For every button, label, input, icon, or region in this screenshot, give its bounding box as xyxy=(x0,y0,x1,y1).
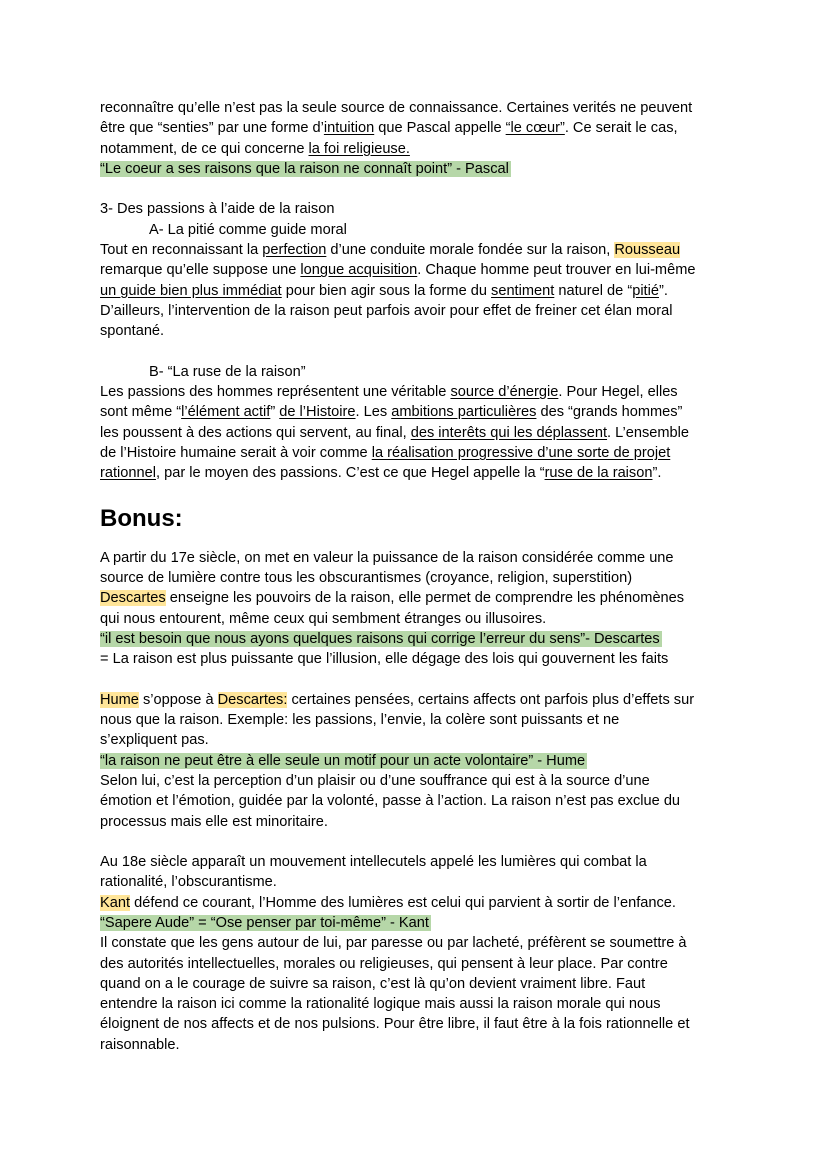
underlined-term: “le cœur” xyxy=(505,120,565,137)
text-line xyxy=(100,443,740,463)
text-line xyxy=(100,98,740,118)
underlined-term: des interêts qui les déplassent xyxy=(410,424,608,441)
text-line: A partir du 17e siècle, on met en valeur la puissance de la raison considérée comme une xyxy=(100,549,674,566)
text-span: reconnaître qu’elle n’est pas la seule source de connaissance. Certaines verités ne peuvent xyxy=(100,100,693,116)
text-line xyxy=(100,159,740,179)
text-line: éloignent de nos affects et de nos pulsions. Pour être libre, il faut être à la fois rationnelle et xyxy=(100,1016,690,1033)
text-line xyxy=(100,463,740,483)
text-span: être que “senties” par une forme d’ xyxy=(100,120,324,137)
text-line: = La raison est plus puissante que l’illusion, elle dégage des lois qui gouvernent les faits xyxy=(100,651,669,668)
text-line: raisonnable. xyxy=(100,1036,180,1053)
spacer xyxy=(100,179,740,199)
text-line xyxy=(100,118,740,138)
highlighted-name: Descartes xyxy=(100,590,166,607)
text-span: remarque qu’elle suppose une xyxy=(100,262,301,279)
text-line xyxy=(100,893,740,913)
text-span: enseigne les pouvoirs de la raison, elle permet de comprendre les phénomènes xyxy=(165,590,685,607)
text-span: s’oppose à xyxy=(138,691,218,708)
highlighted-name: Kant xyxy=(100,894,131,911)
spacer xyxy=(100,669,740,689)
text-line xyxy=(100,629,740,649)
text-span: pour bien agir sous la forme du xyxy=(281,282,492,299)
subsection-heading: A- La pitié comme guide moral xyxy=(149,221,347,238)
text-span: de l’Histoire humaine serait à voir comme xyxy=(100,445,372,462)
text-span: notamment, de ce qui concerne xyxy=(100,140,309,157)
text-line xyxy=(100,690,740,710)
highlighted-name: Descartes: xyxy=(217,691,288,708)
text-span: . Les xyxy=(355,404,392,421)
text-line xyxy=(100,382,740,402)
spacer xyxy=(100,342,740,362)
document-body xyxy=(100,98,740,1055)
text-span: . Chaque homme peut trouver en lui-même xyxy=(417,262,696,279)
text-line xyxy=(100,913,740,933)
text-span: . Pour Hegel, elles xyxy=(558,384,678,401)
bonus-heading: Bonus: xyxy=(100,504,183,532)
text-span: ” xyxy=(270,404,280,421)
text-span: ”. xyxy=(652,465,662,482)
text-line: source de lumière contre tous les obscurantismes (croyance, religion, superstition) xyxy=(100,569,633,586)
subsection-heading: B- “La ruse de la raison” xyxy=(149,363,306,380)
text-line: entendre la raison ici comme la rationalité logique mais aussi la raison morale qui nous xyxy=(100,996,661,1013)
underlined-term: la foi religieuse. xyxy=(308,140,410,157)
text-span: défend ce courant, l’Homme des lumières est celui qui parvient à sortir de l’enfance. xyxy=(130,894,676,911)
descartes-quote: “il est besoin que nous ayons quelques raisons qui corrige l’erreur du sens”- Descartes xyxy=(100,630,660,647)
underlined-term: source d’énergie xyxy=(450,384,559,401)
text-line xyxy=(100,281,740,301)
text-span: naturel de “ xyxy=(554,282,633,299)
text-line: quand on a le courage de suivre sa raison, c’est là qu’on devient vraiment libre. Faut xyxy=(100,975,646,992)
text-line xyxy=(100,139,740,159)
underlined-term: rationnel xyxy=(100,465,156,482)
text-span: les poussent à des actions qui servent, au final, xyxy=(100,424,411,441)
text-span: sont même “ xyxy=(100,404,182,421)
text-span: Les passions des hommes représentent une véritable xyxy=(100,384,451,401)
text-line xyxy=(100,423,740,443)
text-line: Au 18e siècle apparaît un mouvement intellecutels appelé les lumières qui combat la xyxy=(100,854,647,871)
underlined-term: perfection xyxy=(262,242,327,259)
text-line: spontané. xyxy=(100,323,165,340)
underlined-term: de l’Histoire xyxy=(279,404,356,421)
highlighted-name: Hume xyxy=(100,691,139,708)
text-line: D’ailleurs, l’intervention de la raison peut parfois avoir pour effet de freiner cet élan moral xyxy=(100,302,673,319)
text-line xyxy=(100,402,740,422)
text-line: Il constate que les gens autour de lui, par paresse ou par lacheté, préfèrent se soumettre à xyxy=(100,935,687,952)
text-line xyxy=(100,240,740,260)
text-span: . Ce serait le cas, xyxy=(564,120,678,137)
text-span: que Pascal appelle xyxy=(374,120,506,137)
underlined-term: sentiment xyxy=(491,282,555,299)
text-line: processus mais elle est minoritaire. xyxy=(100,813,328,830)
spacer xyxy=(100,832,740,852)
text-span: Tout en reconnaissant la xyxy=(100,242,263,259)
text-span: ”. xyxy=(658,282,668,299)
underlined-term: ambitions particulières xyxy=(391,404,537,421)
pascal-quote: “Le coeur a ses raisons que la raison ne connaît point” - Pascal xyxy=(100,160,509,177)
underlined-term: un guide bien plus immédiat xyxy=(100,282,282,299)
underlined-term: longue acquisition xyxy=(300,262,418,279)
text-line xyxy=(100,751,740,771)
kant-quote: “Sapere Aude” = “Ose penser par toi-même” - Kant xyxy=(100,914,429,931)
highlighted-name: Rousseau xyxy=(614,242,681,259)
text-line: s’expliquent pas. xyxy=(100,732,209,749)
text-line: émotion et l’émotion, guidée par la volonté, passe à l’action. La raison n’est pas exclue du xyxy=(100,793,681,810)
text-span: . L’ensemble xyxy=(607,424,689,441)
text-span: certaines pensées, certains affects ont parfois plus d’effets sur xyxy=(287,691,695,708)
text-line xyxy=(100,588,740,608)
text-line: Selon lui, c’est la perception d’un plaisir ou d’une souffrance qui est à la source d’une xyxy=(100,772,650,789)
text-line: nous que la raison. Exemple: les passions, l’envie, la colère sont puissants et ne xyxy=(100,712,620,729)
underlined-term: pitié xyxy=(632,282,659,299)
underlined-term: la réalisation progressive d’une sorte de projet xyxy=(371,445,671,462)
text-span: des “grands hommes” xyxy=(536,404,683,421)
text-span: d’une conduite morale fondée sur la raison, xyxy=(326,242,615,259)
underlined-term: intuition xyxy=(323,120,375,137)
text-line: des autorités intellectuelles, morales ou religieuses, qui pensent à leur place. Par contre xyxy=(100,955,668,972)
text-span: , par le moyen des passions. C’est ce que Hegel appelle la “ xyxy=(155,465,545,482)
section-heading: 3- Des passions à l’aide de la raison xyxy=(100,201,335,218)
text-line: qui nous entourent, même ceux qui sembment étranges ou illusoires. xyxy=(100,610,547,627)
underlined-term: l’élément actif xyxy=(181,404,271,421)
underlined-term: ruse de la raison xyxy=(544,465,653,482)
text-line xyxy=(100,260,740,280)
text-line: rationalité, l’obscurantisme. xyxy=(100,874,277,891)
hume-quote: “la raison ne peut être à elle seule un motif pour un acte volontaire” - Hume xyxy=(100,752,586,769)
